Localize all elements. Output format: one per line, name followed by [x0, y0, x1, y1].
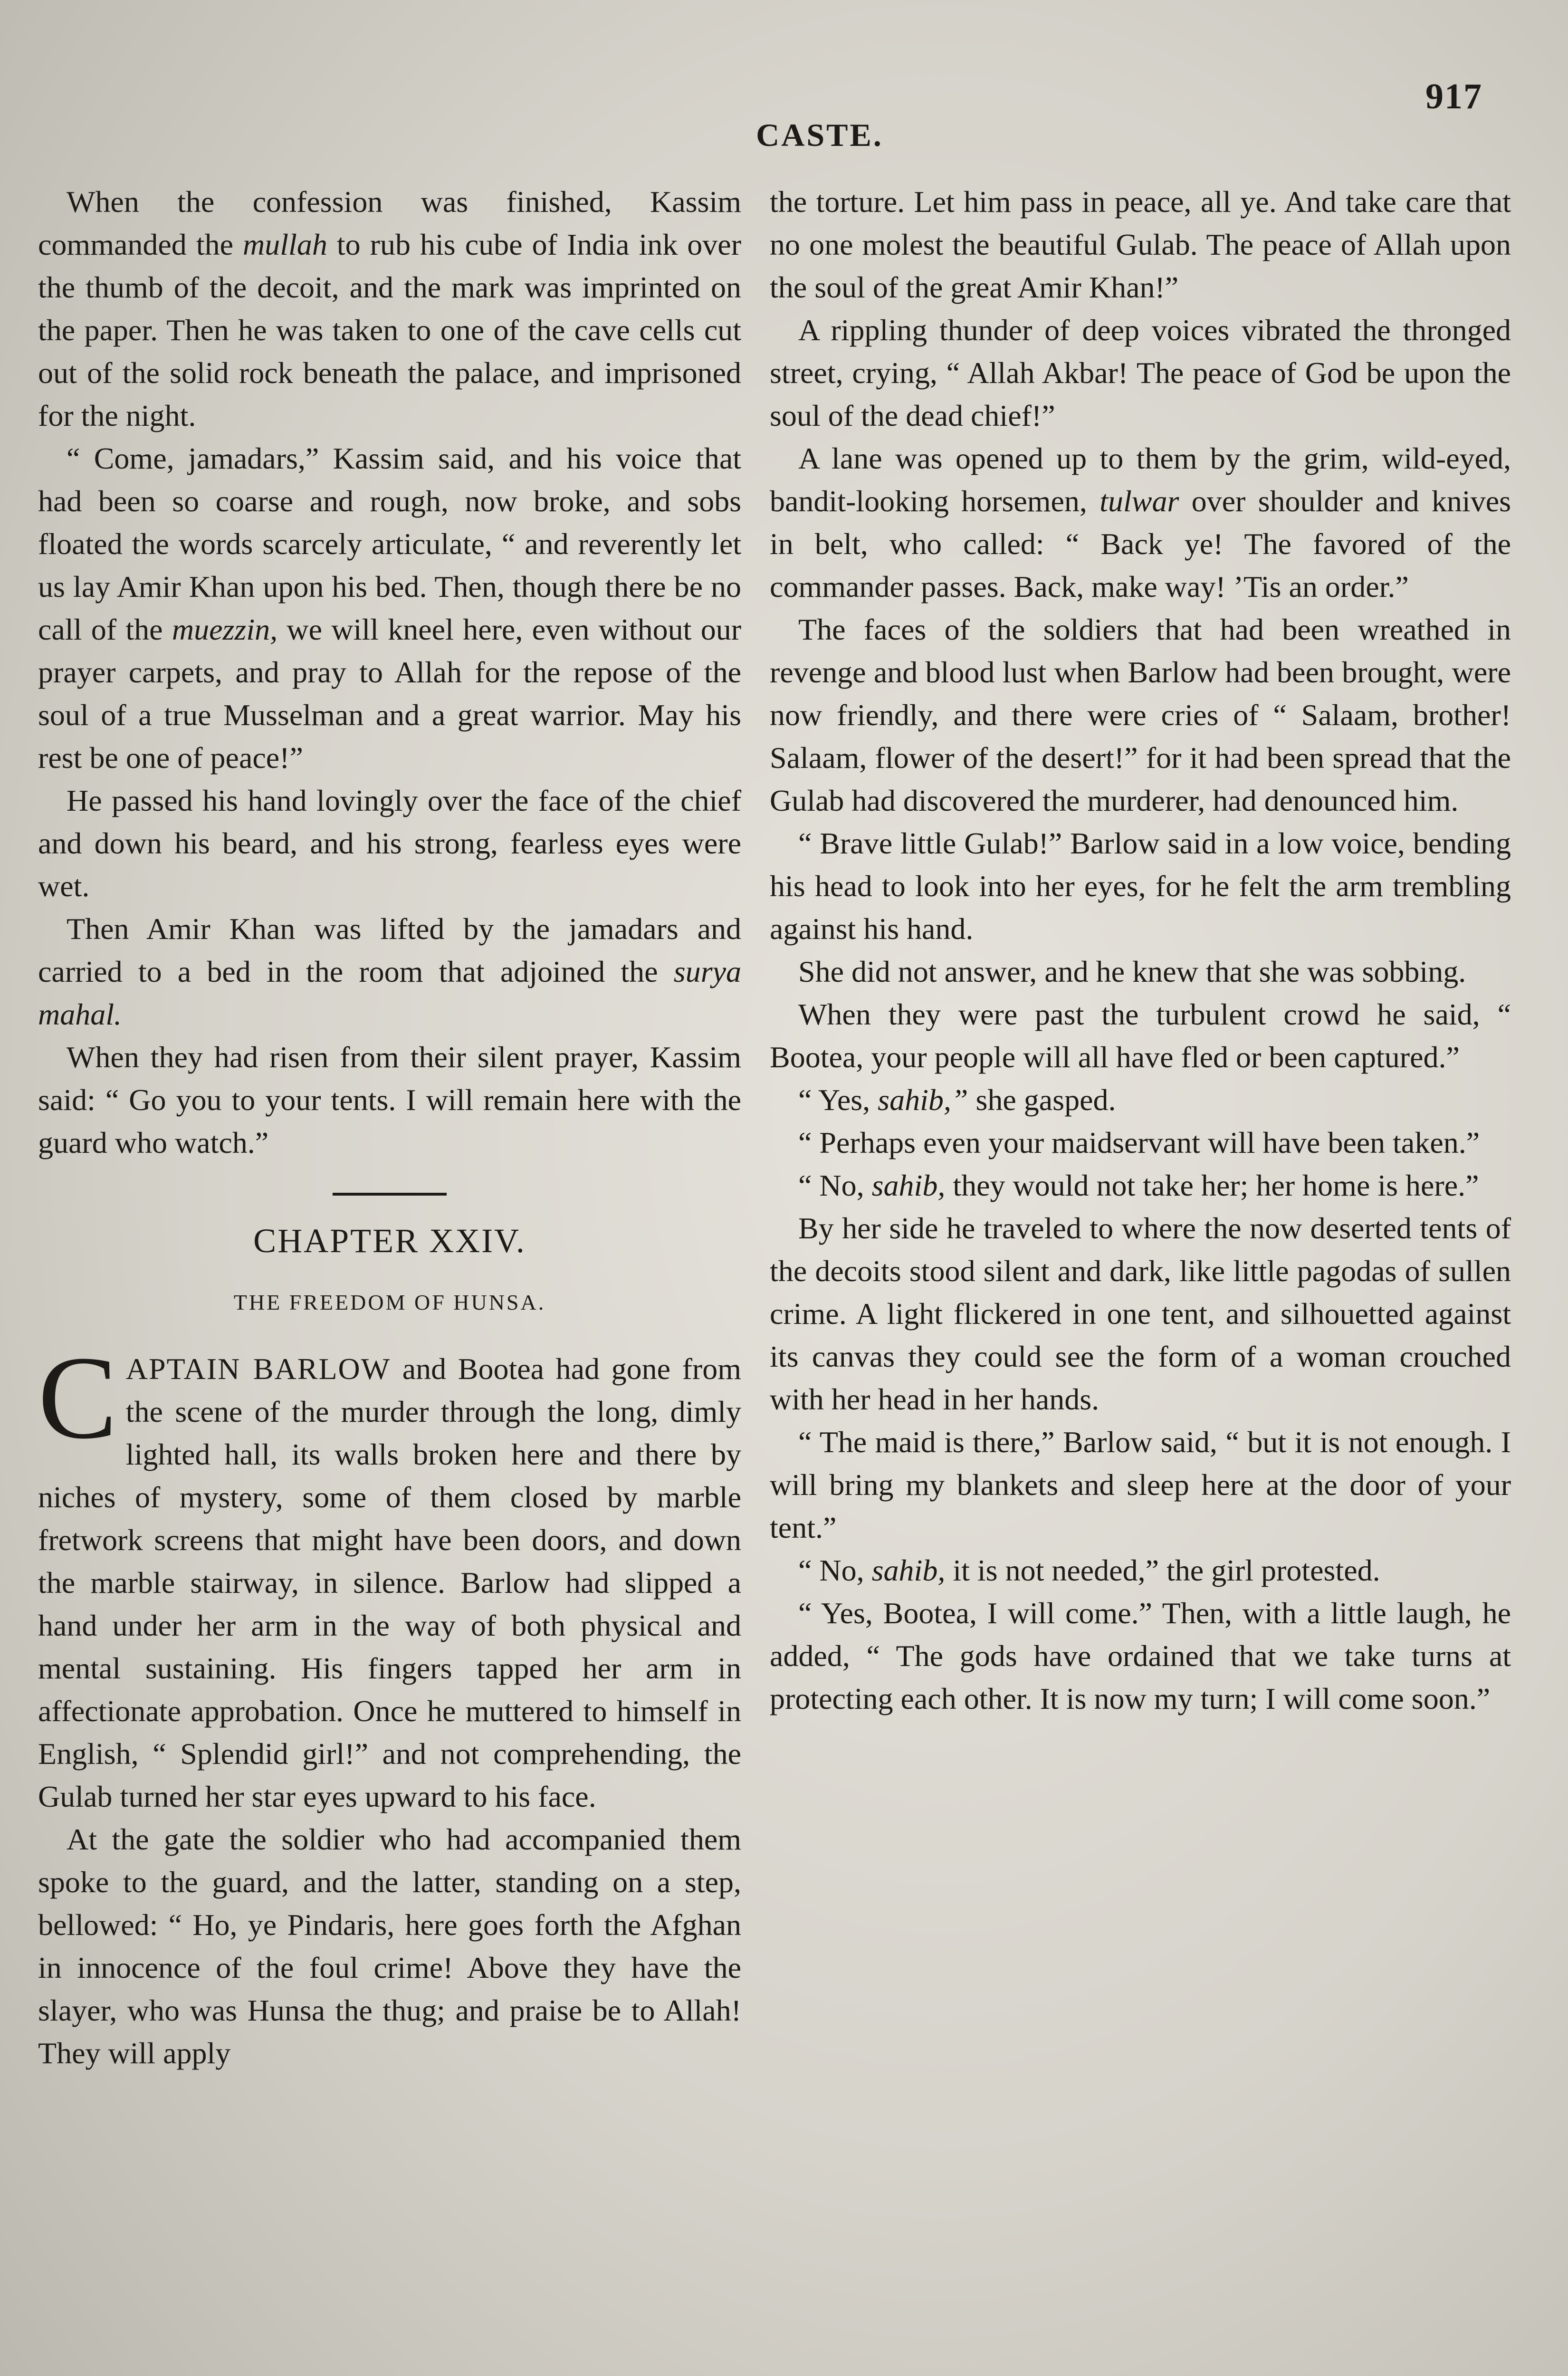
- chapter-title: CHAPTER XXIV.: [253, 1222, 526, 1260]
- paragraph: “ Yes, Bootea, I will come.” Then, with a little laugh, he added, “ The gods have ordained that we take turns at protecting each other. It is now my turn; I will come soon.”: [770, 1596, 1511, 1715]
- paragraph: the torture. Let him pass in peace, all ye. And take care that no one molest the beautiful Gulab. The peace of Allah upon the soul of the great Amir Khan!”: [770, 185, 1511, 304]
- paragraph: When they were past the turbulent crowd he said, “ Bootea, your people will all have fled or been captured.”: [770, 997, 1511, 1074]
- paragraph: “ No, sahib, they would not take her; her home is here.”: [798, 1169, 1479, 1202]
- paragraph: By her side he traveled to where the now deserted tents of the decoits stood silent and dark, like little pagodas of sullen crime. A light flickered in one tent, and silhouetted against its canvas they could see the form of a woman crouched with her head in her hands.: [770, 1211, 1511, 1416]
- running-title: CASTE.: [756, 117, 883, 153]
- section-divider: [333, 1193, 447, 1196]
- paragraph: “ Yes, sahib,” she gasped.: [798, 1083, 1116, 1117]
- drop-cap: C: [38, 1332, 117, 1464]
- right-column: [770, 181, 1511, 1720]
- paragraph: A lane was opened up to them by the grim, wild-eyed, bandit-looking horsemen, tulwar over shoulder and knives in belt, who called: “ Back ye! The favored of the commander passes. Back, make way! ’Tis an order.”: [770, 441, 1511, 604]
- paragraph: “ Brave little Gulab!” Barlow said in a low voice, bending his head to look into her eyes, for he felt the arm trembling against his hand.: [770, 826, 1511, 946]
- paragraph: He passed his hand lovingly over the face of the chief and down his beard, and his strong, fearless eyes were wet.: [38, 784, 741, 903]
- chapter-opening-paragraph: CAPTAIN BARLOW and Bootea had gone from the scene of the murder through the long, dimly lighted hall, its walls broken here and there by niches of mystery, some of them closed by marble fretwork screens that might have been doors, and down the marble stairway, in silence. Barlow had slipped a hand under her arm in the way of both physical and mental sustaining. His fingers tapped her arm in affectionate approbation. Once he muttered to himself in English, “ Splendid girl!” and not comprehending, the Gulab turned her star eyes upward to his face.: [38, 1332, 742, 1813]
- paragraph: “ Come, jamadars,” Kassim said, and his voice that had been so coarse and rough, now broke, and sobs floated the words scarcely articulate, “ and reverently let us lay Amir Khan upon his bed. Then, though there be no call of the muezzin, we will kneel here, even without our prayer carpets, and pray to Allah for the repose of the soul of a true Musselman and a great warrior. May his rest be one of peace!”: [38, 441, 742, 775]
- paragraph: The faces of the soldiers that had been wreathed in revenge and blood lust when Barlow had been brought, were now friendly, and there were cries of “ Salaam, brother! Salaam, flower of the desert!” for it had been spread that the Gulab had discovered the murderer, had denounced him.: [770, 613, 1511, 817]
- paragraph: At the gate the soldier who had accompanied them spoke to the guard, and the latter, standing on a step, bellowed: “ Ho, ye Pindaris, here goes forth the Afghan in innocence of the foul crime! Above they have the slayer, who was Hunsa the thug; and praise be to Allah! They will apply: [38, 1822, 741, 2070]
- paragraph: “ Perhaps even your maidservant will have been taken.”: [798, 1126, 1480, 1159]
- paragraph: She did not answer, and he knew that she was sobbing.: [798, 955, 1466, 988]
- paragraph: “ No, sahib, it is not needed,” the girl protested.: [798, 1553, 1380, 1587]
- chapter-subtitle: THE FREEDOM OF HUNSA.: [233, 1290, 546, 1314]
- paragraph: When the confession was finished, Kassim commanded the mullah to rub his cube of India ink over the thumb of the decoit, and the mark was imprinted on the paper. Then he was taken to one of the cave cells cut out of the solid rock beneath the palace, and imprisoned for the night.: [38, 185, 742, 432]
- paragraph: “ The maid is there,” Barlow said, “ but it is not enough. I will bring my blankets and sleep here at the door of your tent.”: [770, 1425, 1511, 1544]
- left-column: [38, 181, 741, 2075]
- paragraph: Then Amir Khan was lifted by the jamadars and carried to a bed in the room that adjoined the surya mahal.: [38, 912, 741, 1031]
- page-number: 917: [1425, 77, 1482, 116]
- paragraph: When they had risen from their silent prayer, Kassim said: “ Go you to your tents. I will remain here with the guard who watch.”: [38, 1040, 741, 1159]
- paragraph: A rippling thunder of deep voices vibrated the thronged street, crying, “ Allah Akbar! The peace of God be upon the soul of the dead chief!”: [770, 313, 1511, 432]
